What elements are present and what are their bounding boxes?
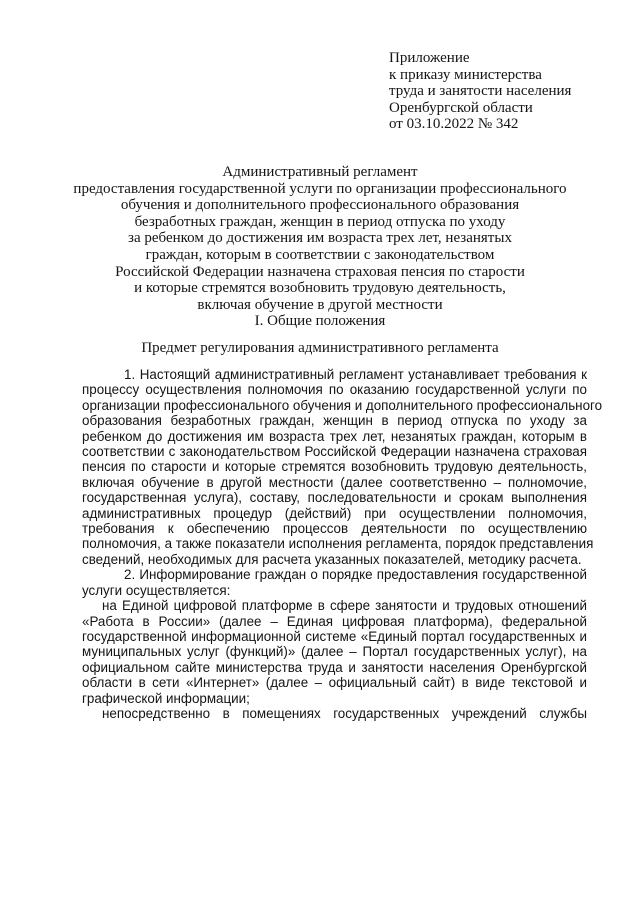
body-line: образования безработных граждан, женщин в период отпуска по уходу за [82, 413, 587, 429]
body-line: графической информации; [82, 690, 250, 706]
body-line: соответствии с законодательством Российской Федерации назначена страховая [82, 444, 587, 460]
section-heading: I. Общие положения [254, 313, 386, 329]
body-line: 1. Настоящий административный регламент устанавливает требования к [124, 367, 587, 382]
appendix-line: к приказу министерства [389, 66, 542, 83]
body-line: на Единой цифровой платформе в сфере занятости и трудовых отношений [102, 598, 587, 614]
body-line: муниципальных услуг (функций)» (далее – Портал государственных услуг), на [82, 644, 587, 660]
paragraph-3 [82, 598, 587, 706]
body-line: включая обучение в другой местности (далее соответственно – полномочие, [82, 474, 587, 490]
body-line: государственной информационной системе «Единый портал государственных и [82, 628, 587, 644]
title-line: безработных граждан, женщин в период отпуска по уходу [134, 213, 506, 230]
body-line: полномочия, а также показатели исполнения регламента, порядок представления [82, 536, 594, 552]
title-line: Российской Федерации назначена страховая пенсия по старости [115, 263, 525, 280]
body-line: организации профессионального обучения и дополнительного профессионального [82, 397, 603, 413]
title-line: за ребенком до достижения им возраста трех лет, незанятых [128, 230, 512, 247]
body-line: требования к обеспечению процессов деятельности по осуществлению [82, 521, 587, 537]
body-line: официальном сайте министерства труда и занятости населения Оренбургской [82, 659, 587, 675]
paragraph-1 [82, 367, 603, 567]
title-line: предоставления государственной услуги по организации профессионального [73, 180, 567, 197]
document-body [82, 367, 603, 721]
body-line: процессу осуществления полномочия по оказанию государственной услуги по [82, 382, 587, 398]
title-line: обучения и дополнительного профессионального образования [120, 197, 520, 214]
title-line: граждан, которым в соответствии с законодательством [145, 246, 495, 263]
body-line: услуги осуществляется: [82, 582, 231, 598]
body-line: 2. Информирование граждан о порядке предоставления государственной [124, 567, 587, 583]
paragraph-4 [82, 706, 587, 721]
appendix-block [389, 50, 629, 133]
appendix-line: Приложение [389, 50, 470, 66]
body-line: «Работа в России» (далее – Единая цифровая платформа), федеральной [82, 613, 587, 629]
body-line: пенсия по старости и которые стремятся возобновить трудовую деятельность, [82, 459, 587, 475]
title-line: включая обучение в другой местности [197, 296, 443, 313]
body-line: административных процедур (действий) при осуществлении полномочия, [82, 505, 587, 521]
body-line: области в сети «Интернет» (далее – официальный сайт) в виде текстовой и [82, 675, 587, 691]
document-title [20, 164, 620, 313]
body-line: государственная услуга), составу, последовательности и срокам выполнения [82, 490, 587, 506]
title-line: и которые стремятся возобновить трудовую деятельность, [134, 280, 506, 297]
body-line: ребенком до достижения им возраста трех лет, незанятых граждан, которым в [82, 428, 587, 444]
subject-heading: Предмет регулирования административного регламента [141, 340, 499, 356]
body-line: непосредственно в помещениях государственных учреждений службы [102, 705, 587, 721]
title-line: Административный регламент [222, 164, 418, 180]
appendix-line: Оренбургской области [389, 99, 533, 116]
body-line: сведений, необходимых для расчета указанных показателей, методику расчета. [82, 551, 582, 567]
paragraph-2 [82, 567, 587, 598]
appendix-line: труда и занятости населения [389, 83, 572, 99]
appendix-line: от 03.10.2022 № 342 [389, 116, 519, 132]
